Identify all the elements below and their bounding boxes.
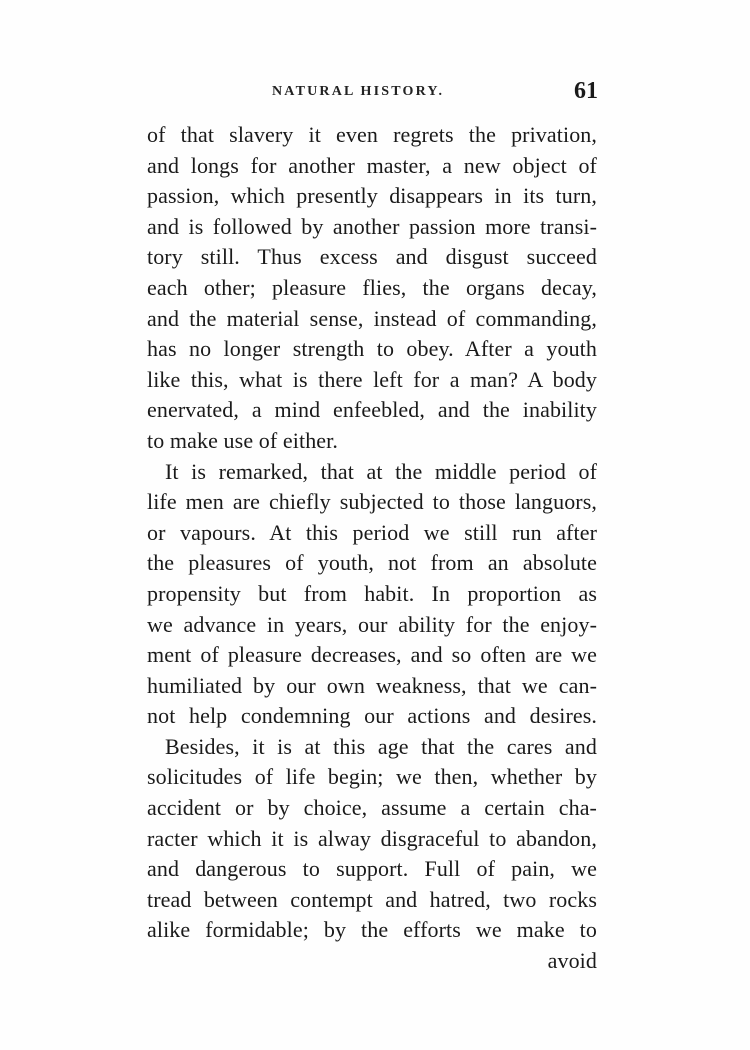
text-line: of that slavery it even regrets the privation, [147,122,597,147]
text-line: tory still. Thus excess and disgust succeed [147,244,597,270]
paragraph-end-line: not help condemning our actions and desires. [147,703,597,729]
text-line: humiliated by our own weakness, that we can- [147,672,597,698]
text-line: and longs for another master, a new object of [147,152,597,178]
text-line: has no longer strength to obey. After a youth [147,336,597,362]
text-line: and the material sense, instead of commanding, [147,305,597,331]
body-text [147,120,597,977]
text-line: propensity but from habit. In proportion as [147,580,597,606]
running-head [272,80,600,106]
text-line: racter which it is alway disgraceful to abandon, [147,825,597,851]
text-line: passion, which presently disappears in its turn, [147,183,597,209]
text-line: and is followed by another passion more transi- [147,213,597,239]
text-line: each other; pleasure flies, the organs decay, [147,274,597,300]
text-line: the pleasures of youth, not from an absolute [147,550,597,576]
page-number: 61 [574,78,598,104]
text-line: alike formidable; by the efforts we make to [147,917,597,943]
text-line: accident or by choice, assume a certain cha- [147,795,597,821]
text-line: or vapours. At this period we still run after [147,519,597,545]
text-line: ment of pleasure decreases, and so often are we [147,642,597,668]
text-line: tread between contempt and hatred, two rocks [147,886,597,912]
text-line: like this, what is there left for a man? A body [147,366,597,392]
paragraph-start-line: Besides, it is at this age that the cares and [165,733,597,759]
catchword: avoid [547,948,597,974]
paragraph-start-line: It is remarked, that at the middle period of [165,458,597,484]
text-line: we advance in years, our ability for the enjoy- [147,611,597,637]
text-line: and dangerous to support. Full of pain, we [147,856,597,882]
text-line: solicitudes of life begin; we then, whether by [147,764,597,790]
text-line: enervated, a mind enfeebled, and the inability [147,397,597,423]
text-line: life men are chiefly subjected to those languors, [147,489,597,515]
running-title: NATURAL HISTORY. [272,84,445,99]
paragraph-end-line: to make use of either. [147,427,338,453]
